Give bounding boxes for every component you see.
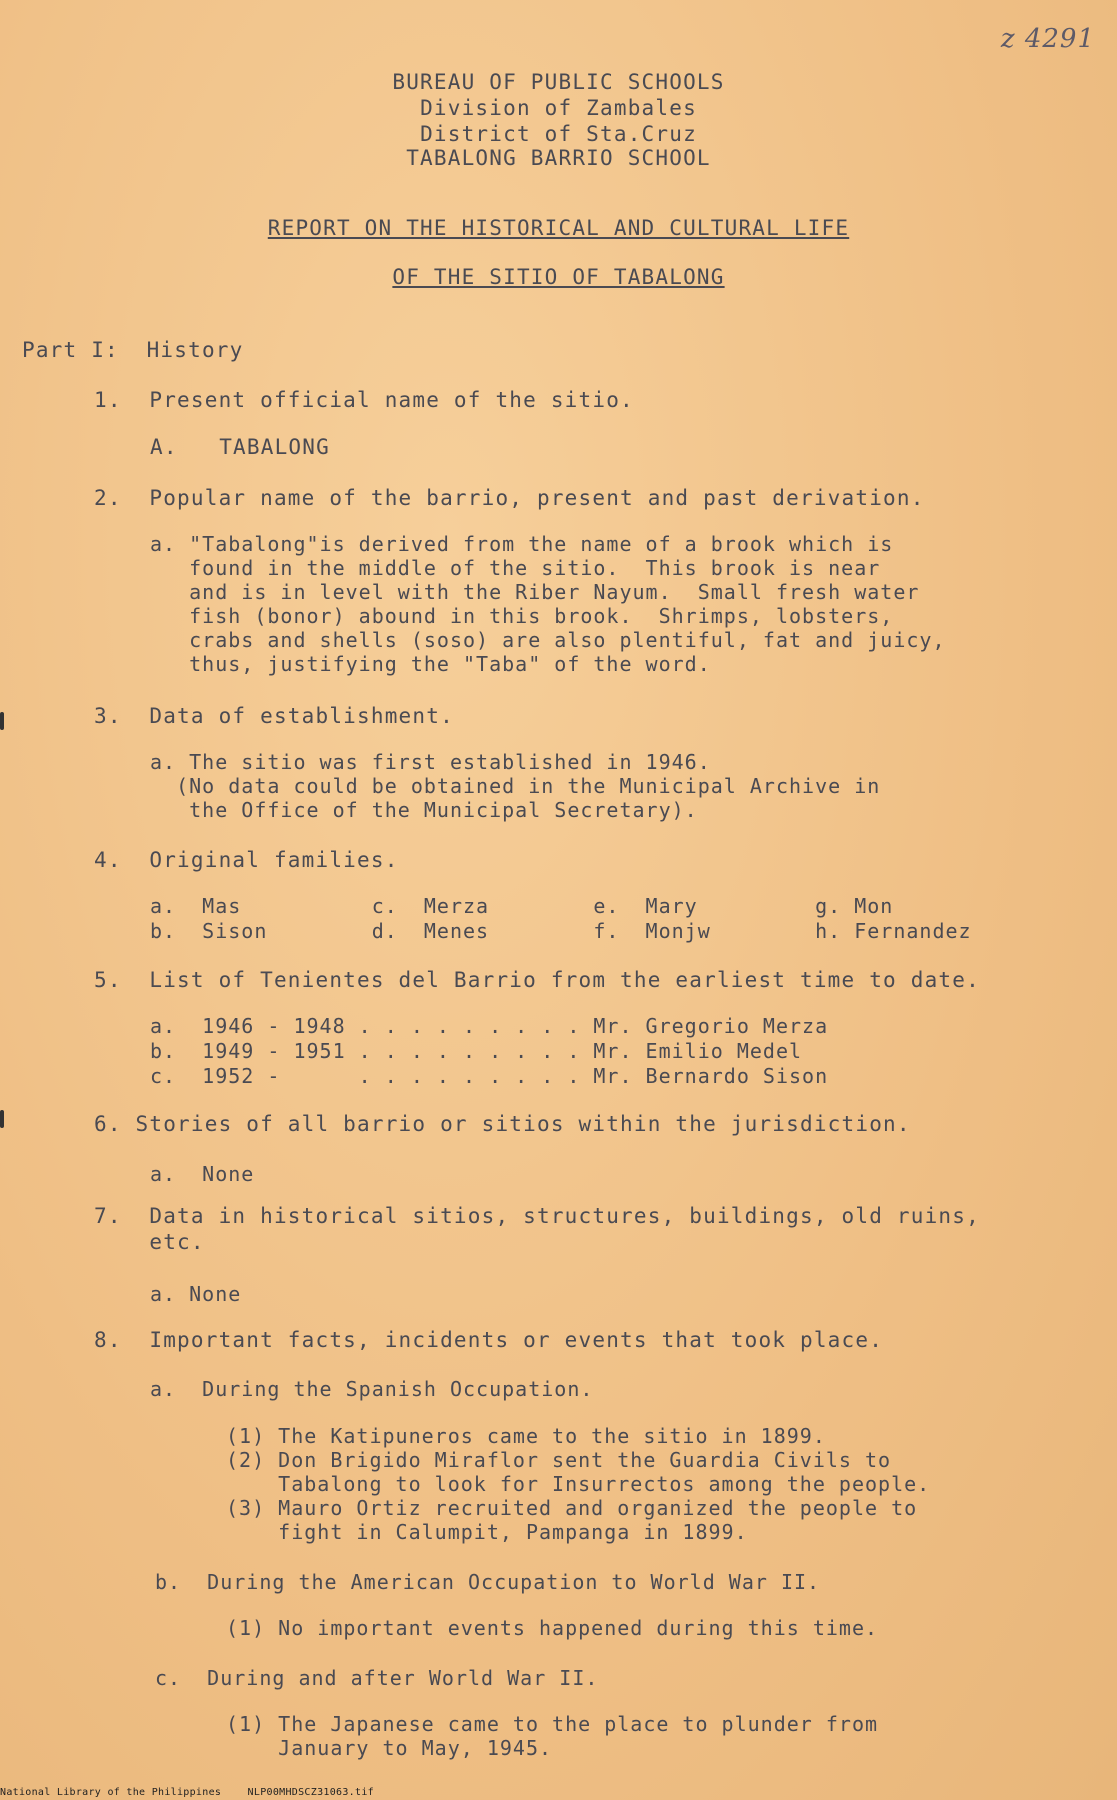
scan-footer (0, 1787, 394, 1798)
section-4-question: 4. Original families. (94, 848, 399, 872)
section-2-answer-line: found in the middle of the sitio. This brook is near (150, 556, 881, 580)
spanish-event-line: (1) The Katipuneros came to the sitio in 1899. (226, 1424, 826, 1448)
header-division: Division of Zambales (420, 96, 697, 120)
section-7-answer: a. None (150, 1282, 242, 1306)
families-row-1: a. Mas c. Merza e. Mary g. Mon (150, 894, 894, 918)
header-school: TABALONG BARRIO SCHOOL (406, 146, 711, 170)
binding-mark (0, 712, 4, 730)
section-7-question-cont: etc. (94, 1230, 205, 1254)
section-2-answer-line: fish (bonor) abound in this brook. Shrimps, lobsters, (150, 604, 894, 628)
section-2-question: 2. Popular name of the barrio, present and past derivation. (94, 486, 925, 510)
section-1-question: 1. Present official name of the sitio. (94, 388, 634, 412)
teniente-row: c. 1952 - . . . . . . . . . Mr. Bernardo Sison (150, 1064, 829, 1088)
families-row-2: b. Sison d. Menes f. Monjw h. Fernandez (150, 919, 972, 943)
header-bureau: BUREAU OF PUBLIC SCHOOLS (392, 70, 725, 94)
spanish-event-line: (3) Mauro Ortiz recruited and organized the people to (226, 1496, 918, 1520)
report-title-line1: REPORT ON THE HISTORICAL AND CULTURAL LIFE (267, 216, 850, 240)
section-8-question: 8. Important facts, incidents or events that took place. (94, 1328, 884, 1352)
section-3-answer-line: the Office of the Municipal Secretary). (150, 798, 698, 822)
section-2-answer-line: a. "Tabalong"is derived from the name of a brook which is (150, 532, 894, 556)
teniente-row: a. 1946 - 1948 . . . . . . . . . Mr. Gregorio Merza (150, 1014, 829, 1038)
spanish-occupation-heading: a. During the Spanish Occupation. (150, 1377, 594, 1401)
section-1-answer: A. TABALONG (150, 435, 330, 459)
report-title-line2: OF THE SITIO OF TABALONG (392, 265, 725, 289)
section-3-question: 3. Data of establishment. (94, 704, 454, 728)
ww2-event-line: January to May, 1945. (226, 1736, 553, 1760)
teniente-row: b. 1949 - 1951 . . . . . . . . . Mr. Emilio Medel (150, 1039, 803, 1063)
binding-mark (0, 1110, 4, 1128)
spanish-event-line: Tabalong to look for Insurrectos among the people. (226, 1472, 931, 1496)
footer-library: National Library of the Philippines (0, 1787, 222, 1798)
american-event-line: (1) No important events happened during this time. (226, 1616, 879, 1640)
header-district: District of Sta.Cruz (420, 122, 697, 146)
spanish-event-line: fight in Calumpit, Pampanga in 1899. (226, 1520, 748, 1544)
footer-file: NLP00MHDSCZ31063.tif (247, 1787, 374, 1798)
ww2-event-line: (1) The Japanese came to the place to plunder from (226, 1712, 879, 1736)
section-5-question: 5. List of Tenientes del Barrio from the earliest time to date. (94, 968, 980, 992)
section-2-answer-line: thus, justifying the "Taba" of the word. (150, 652, 711, 676)
spanish-event-line: (2) Don Brigido Miraflor sent the Guardia Civils to (226, 1448, 892, 1472)
american-occupation-heading: b. During the American Occupation to World War II. (155, 1570, 821, 1594)
ww2-heading: c. During and after World War II. (155, 1666, 599, 1690)
section-2-answer-line: and is in level with the Riber Nayum. Small fresh water (150, 580, 920, 604)
section-7-question: 7. Data in historical sitios, structures, buildings, old ruins, (94, 1204, 980, 1228)
section-3-answer-line: (No data could be obtained in the Municipal Archive in (150, 774, 881, 798)
section-3-answer-line: a. The sitio was first established in 1946. (150, 750, 711, 774)
handwritten-reference: z 4291 (1000, 24, 1095, 54)
section-6-question: 6. Stories of all barrio or sitios within the jurisdiction. (94, 1112, 911, 1136)
section-2-answer-line: crabs and shells (soso) are also plentiful, fat and juicy, (150, 628, 946, 652)
part-heading: Part I: History (22, 338, 244, 362)
section-6-answer: a. None (150, 1162, 255, 1186)
